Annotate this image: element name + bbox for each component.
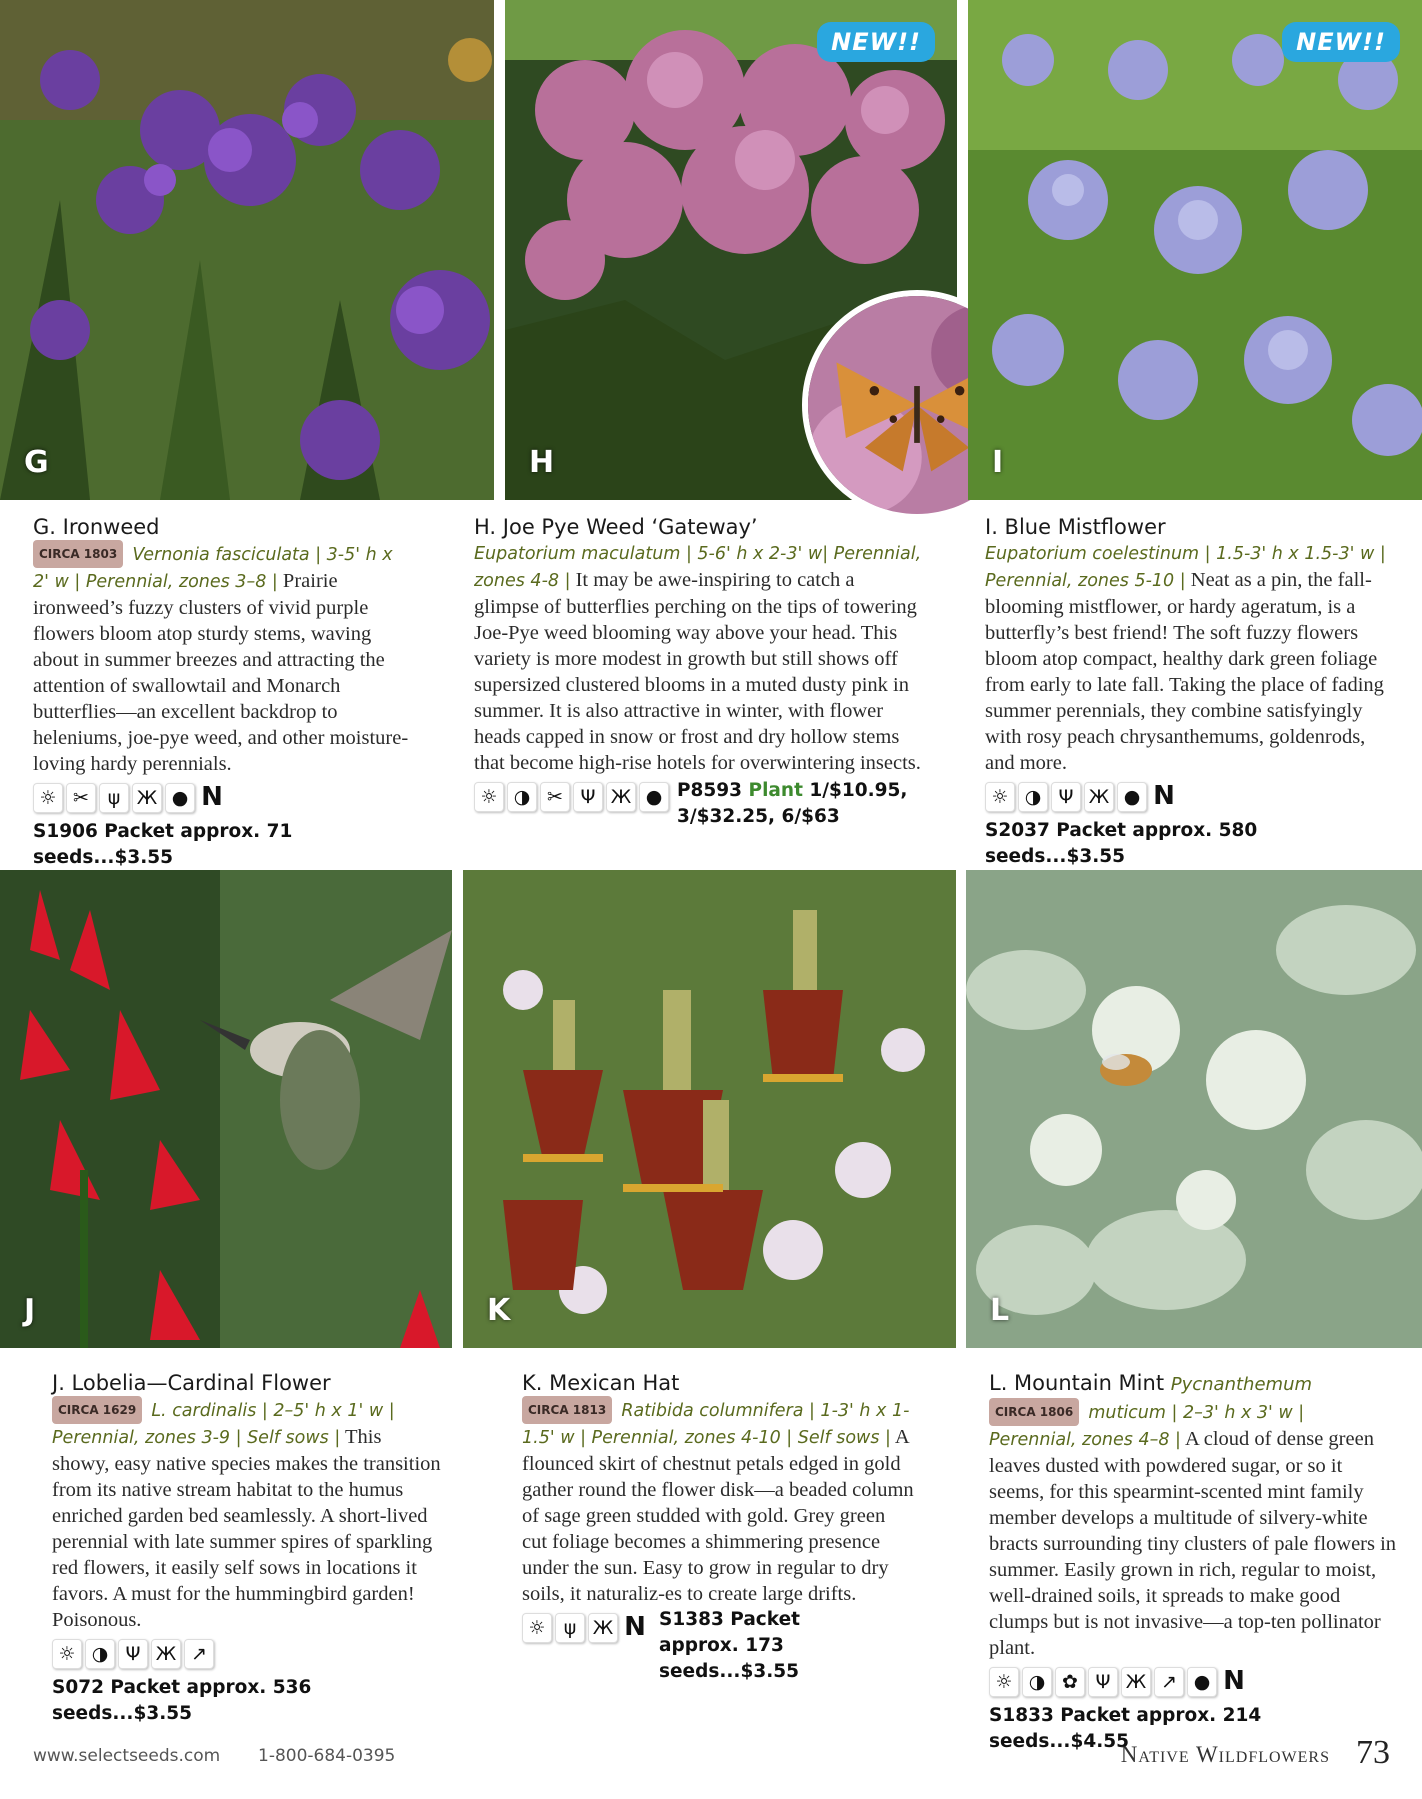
- price-line: S072 Packet approx. 536 seeds...$3.55: [52, 1677, 312, 1724]
- deer-resistant-icon: Ψ: [1088, 1667, 1118, 1697]
- circa-badge: CIRCA 1803: [33, 540, 123, 568]
- page-number: 73: [1356, 1734, 1390, 1771]
- footer-website[interactable]: www.selectseeds.com: [33, 1746, 221, 1766]
- entry-description: It may be awe-inspiring to catch a glimpse of butterflies perching on the tips of towering Joe-Pye weed blooming way above your head. This variety is more modest in growth but still shows off supersized clustered blooms in a muted dusty pink in summer. It is also attractive in winter, with flower heads capped in snow or frost and dry hollow stems that become high-rise hotels for overwintering insects.: [474, 569, 921, 774]
- photo-letter: K: [487, 1293, 511, 1328]
- butterfly-icon: Ж: [1121, 1667, 1151, 1697]
- deer-resistant-icon: Ψ: [573, 782, 603, 812]
- photo-letter: J: [24, 1293, 36, 1328]
- photo-letter: I: [992, 445, 1004, 480]
- icon-row: [52, 1639, 442, 1669]
- photo-letter: G: [24, 445, 49, 480]
- entry-title: [989, 1370, 1397, 1398]
- entry-scientific-info: muticum | 2–3' h x 3' w | Perennial, zones 4–8 |: [989, 1403, 1305, 1450]
- photo-ironweed: [0, 0, 494, 500]
- butterfly-icon: Ж: [606, 782, 636, 812]
- price-line: S2037 Packet approx. 580 seeds...$3.55: [985, 820, 1258, 867]
- price-code: P8593: [677, 780, 743, 801]
- icon-row: [989, 1667, 1397, 1697]
- sun-icon: ☼: [985, 782, 1015, 812]
- sun-icon: ☼: [522, 1613, 552, 1643]
- circa-badge: CIRCA 1813: [522, 1396, 612, 1424]
- icon-row: [474, 782, 669, 812]
- circa-badge: CIRCA 1806: [989, 1398, 1079, 1426]
- fragrant-icon: ✿: [1055, 1667, 1085, 1697]
- native-icon: N: [198, 783, 226, 811]
- entry-title: I. Blue Mistflower: [985, 515, 1166, 539]
- entry-title: H. Joe Pye Weed ‘Gateway’: [474, 515, 758, 539]
- native-icon: N: [1220, 1667, 1248, 1695]
- butterfly-icon: Ж: [1084, 782, 1114, 812]
- hummingbird-icon: ↗: [1154, 1667, 1184, 1697]
- part-shade-icon: ◑: [507, 782, 537, 812]
- deer-resistant-icon: Ψ: [1051, 782, 1081, 812]
- icon-row: [985, 782, 1395, 812]
- entry-title-text: L. Mountain Mint: [989, 1371, 1165, 1395]
- price-options: 1/$10.95, 3/$32.25, 6/$63: [677, 780, 908, 827]
- sun-icon: ☼: [474, 782, 504, 812]
- price-line: [677, 778, 924, 830]
- entry-mexican-hat: [522, 1370, 914, 1685]
- entry-scientific-info: Vernonia fasciculata | 3-5' h x 2' w | Perennial, zones 3–8 |: [33, 545, 393, 592]
- entry-description: A flounced skirt of chestnut petals edged in gold gather round the flower disk—a beaded column of sage green studded with gold. Grey green cut foliage becomes a shimmering presence under the sun. Easy to grow in regular to dry soils, it naturaliz-es to create large drifts.: [522, 1426, 914, 1605]
- cut-flower-icon: ✂: [540, 782, 570, 812]
- footer-phone: 1-800-684-0395: [258, 1746, 396, 1766]
- icon-row: [522, 1613, 649, 1643]
- photo-mountain-mint: [966, 870, 1422, 1348]
- icon-row: [33, 783, 413, 813]
- sun-icon: ☼: [52, 1639, 82, 1669]
- price-line: S1383 Packet approx. 173 seeds...$3.55: [659, 1609, 800, 1682]
- butterfly-icon: Ж: [588, 1613, 618, 1643]
- entry-description: This showy, easy native species makes the transition from its native stream habitat to the humus enriched garden bed seamlessly. A short-lived perennial with late summer spires of sparkling red flowers, it easily self sows in locations it favors. A must for the hummingbird garden! Poisonous.: [52, 1426, 441, 1631]
- entry-mountain-mint: [989, 1370, 1397, 1755]
- section-title: Native Wildflowers: [1120, 1742, 1330, 1767]
- entry-scientific-info: L. cardinalis | 2–5' h x 1' w | Perennial, zones 3-9 | Self sows |: [52, 1401, 395, 1448]
- plant-label: Plant: [748, 780, 803, 801]
- native-icon: N: [1150, 782, 1178, 810]
- dry-soil-icon: ψ: [99, 783, 129, 813]
- photo-blue-mistflower: [968, 0, 1422, 500]
- bee-icon: ●: [1117, 782, 1147, 812]
- entry-cardinal-flower: [52, 1370, 442, 1727]
- deer-resistant-icon: Ψ: [118, 1639, 148, 1669]
- photo-letter: L: [990, 1293, 1010, 1328]
- butterfly-icon: Ж: [132, 783, 162, 813]
- entry-description: Neat as a pin, the fall- blooming mistflower, or hardy ageratum, is a butterfly’s best friend! The soft fuzzy flowers bloom atop compact, healthy dark green foliage from early to late fall. Taking the place of fading summer perennials, they combine satisfyingly with rosy peach chrysanthemums, goldenrods, and more.: [985, 569, 1384, 774]
- photo-letter: H: [529, 445, 555, 480]
- price-line: S1833 Packet approx. 214 seeds...$4.55: [989, 1705, 1262, 1752]
- new-badge: NEW!!: [1282, 22, 1400, 62]
- entry-scientific-info: Eupatorium maculatum | 5-6' h x 2-3' w| Perennial, zones 4-8 |: [474, 544, 922, 591]
- photo-mexican-hat: [463, 870, 956, 1348]
- entry-joe-pye-weed: [474, 514, 924, 830]
- sun-icon: ☼: [989, 1667, 1019, 1697]
- circa-badge: CIRCA 1629: [52, 1396, 142, 1424]
- entry-scientific-info: Ratibida columnifera | 1-3' h x 1-1.5' w | Perennial, zones 4-10 | Self sows |: [522, 1401, 910, 1448]
- cut-flower-icon: ✂: [66, 783, 96, 813]
- entry-blue-mistflower: [985, 514, 1395, 870]
- entry-description: Prairie ironweed’s fuzzy clusters of vivid purple flowers bloom atop sturdy stems, waving about in summer breezes and attracting the attention of swallowtail and Monarch butterflies—an excellent backdrop to heleniums, joe-pye weed, and other moisture- loving hardy perennials.: [33, 570, 409, 775]
- part-shade-icon: ◑: [85, 1639, 115, 1669]
- hummingbird-icon: ↗: [184, 1639, 214, 1669]
- price-line: S1906 Packet approx. 71 seeds...$3.55: [33, 821, 293, 868]
- part-shade-icon: ◑: [1018, 782, 1048, 812]
- bee-icon: ●: [165, 783, 195, 813]
- bee-icon: ●: [1187, 1667, 1217, 1697]
- entry-title: G. Ironweed: [33, 515, 160, 539]
- native-icon: N: [621, 1613, 649, 1641]
- entry-ironweed: [33, 514, 413, 871]
- sun-icon: ☼: [33, 783, 63, 813]
- new-badge: NEW!!: [817, 22, 935, 62]
- butterfly-icon: Ж: [151, 1639, 181, 1669]
- entry-title: J. Lobelia—Cardinal Flower: [52, 1371, 331, 1395]
- entry-title: K. Mexican Hat: [522, 1371, 680, 1395]
- entry-title-scientific: Pycnanthemum: [1170, 1374, 1313, 1395]
- entry-description: A cloud of dense green leaves dusted with powdered sugar, or so it seems, for this spearmint-scented mint family member develops a multitude of silvery-white bracts surrounding tiny clusters of pale flowers in summer. Easily grown in rich, regular to moist, well-drained soils, it spreads to make good clumps but is not invasive—a top-ten pollinator plant.: [989, 1428, 1397, 1659]
- dry-soil-icon: ψ: [555, 1613, 585, 1643]
- bee-icon: ●: [639, 782, 669, 812]
- entry-scientific-info: Eupatorium coelestinum | 1.5-3' h x 1.5-3' w | Perennial, zones 5-10 |: [985, 544, 1386, 591]
- photo-cardinal-flower: [0, 870, 452, 1348]
- part-shade-icon: ◑: [1022, 1667, 1052, 1697]
